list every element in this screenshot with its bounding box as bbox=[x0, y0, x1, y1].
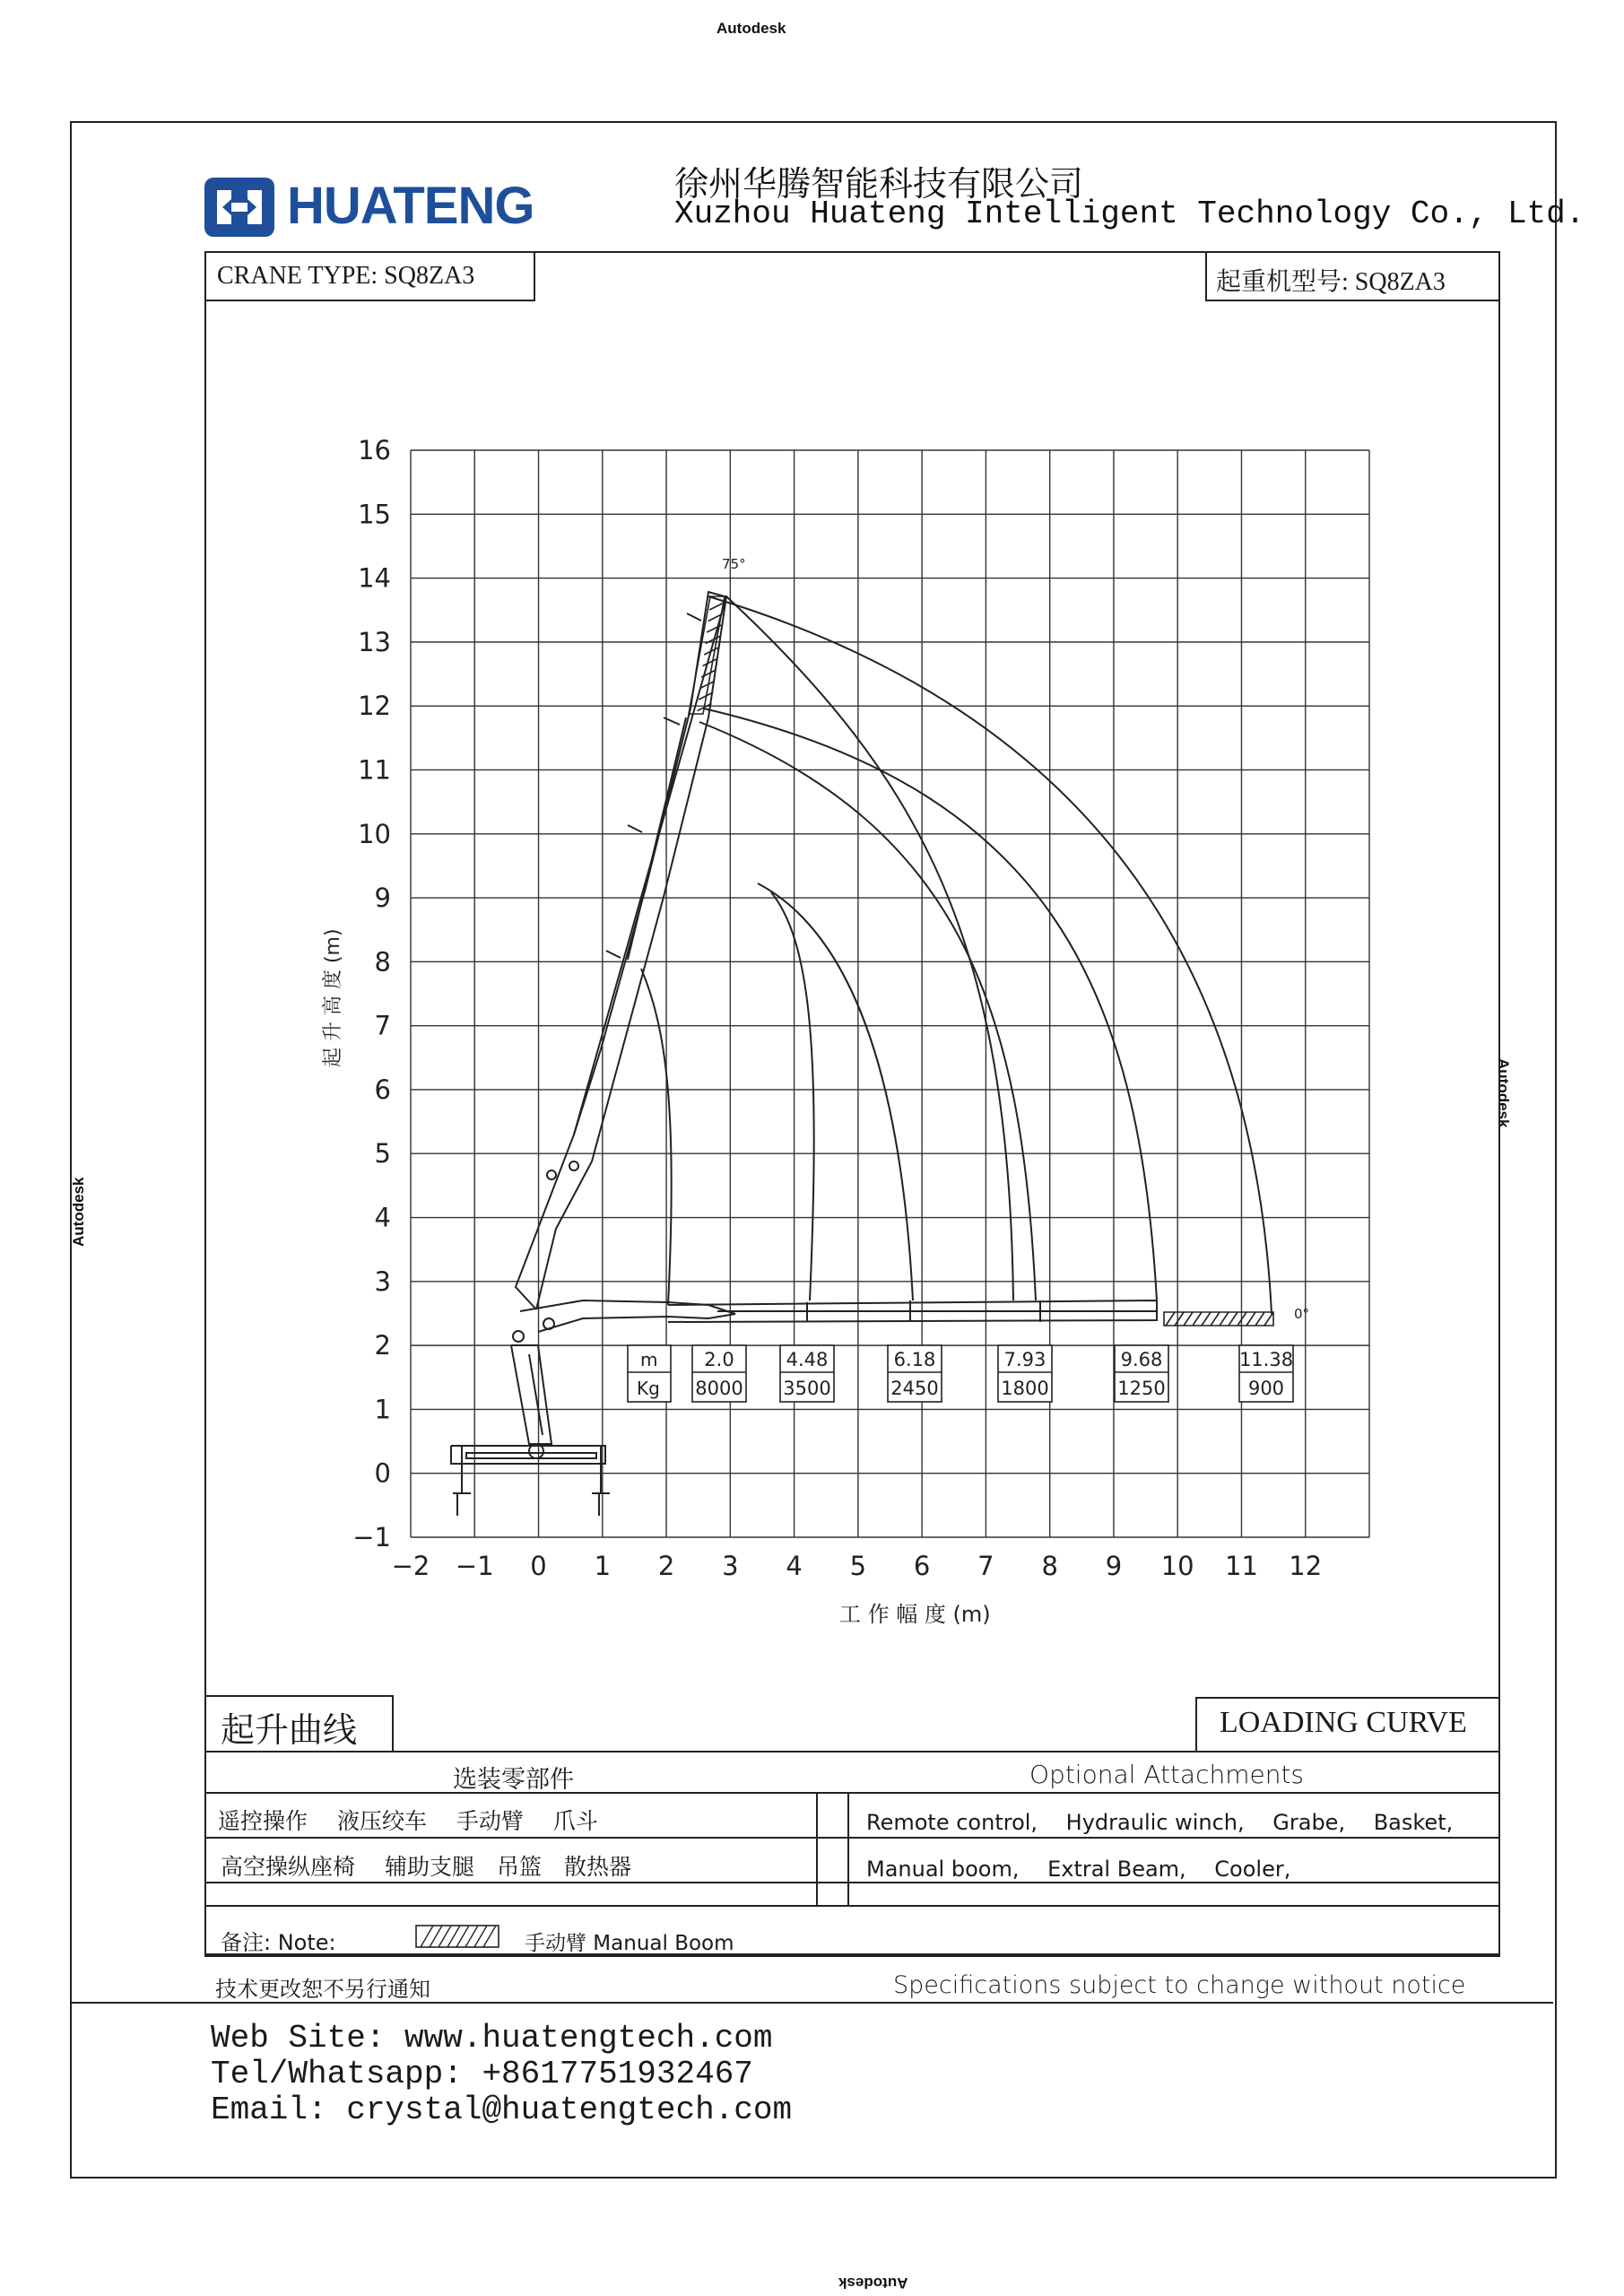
note-legend: 手动臂 Manual Boom bbox=[525, 1932, 734, 1955]
attachments-en-row1: Remote control, Hydraulic winch, Grabe, Basket, bbox=[866, 1810, 1454, 1835]
watermark-bottom: Autodesk bbox=[838, 2274, 908, 2292]
load-point-radius: 2.0 bbox=[704, 1349, 734, 1370]
contact-web: Web Site: www.huatengtech.com bbox=[211, 2020, 773, 2057]
loading-curve-cn: 起升曲线 bbox=[221, 1712, 358, 1750]
watermark-left: Autodesk bbox=[70, 1177, 87, 1247]
contact-email: Email: crystal@huatengtech.com bbox=[211, 2092, 793, 2128]
y-tick-label: 1 bbox=[374, 1394, 391, 1425]
x-tick-label: 0 bbox=[530, 1551, 547, 1581]
y-axis-label: 起 升 高 度 (m) bbox=[322, 928, 344, 1067]
load-point-radius: 6.18 bbox=[893, 1349, 936, 1370]
x-tick-label: 8 bbox=[1041, 1551, 1058, 1581]
crane-type-cn: 起重机型号: SQ8ZA3 bbox=[1216, 268, 1446, 296]
load-point-load: 1250 bbox=[1117, 1378, 1166, 1399]
y-tick-label: −1 bbox=[352, 1522, 391, 1552]
x-tick-label: −2 bbox=[391, 1551, 430, 1581]
load-point-load: 8000 bbox=[695, 1378, 743, 1399]
company-name-en: Xuzhou Huateng Intelligent Technology Co., Ltd. bbox=[674, 196, 1585, 232]
x-tick-label: 6 bbox=[913, 1551, 931, 1581]
x-tick-label: 7 bbox=[977, 1551, 994, 1581]
x-tick-label: 2 bbox=[657, 1551, 675, 1581]
table-header-radius: m bbox=[640, 1349, 658, 1370]
notice-cn: 技术更改恕不另行通知 bbox=[215, 1977, 430, 2002]
y-tick-label: 5 bbox=[374, 1138, 391, 1170]
watermark-top: Autodesk bbox=[716, 20, 786, 37]
table-header-load: Kg bbox=[637, 1378, 660, 1399]
manual-boom-hatch-icon bbox=[415, 1925, 500, 1948]
load-point-radius: 7.93 bbox=[1003, 1349, 1046, 1370]
y-tick-label: 3 bbox=[374, 1265, 391, 1297]
optional-cn: 选装零部件 bbox=[453, 1766, 574, 1794]
attachments-en-row2: Manual boom, Extral Beam, Cooler, bbox=[866, 1857, 1291, 1882]
loading-curve-en: LOADING CURVE bbox=[1220, 1706, 1467, 1739]
x-tick-label: 11 bbox=[1225, 1551, 1258, 1581]
note-label: 备注: Note: bbox=[221, 1930, 336, 1955]
y-tick-label: 11 bbox=[358, 754, 391, 786]
load-point-load: 2450 bbox=[890, 1378, 939, 1399]
x-tick-label: 9 bbox=[1105, 1551, 1123, 1581]
y-tick-label: 16 bbox=[358, 435, 391, 465]
load-point-radius: 11.38 bbox=[1238, 1349, 1294, 1370]
load-point-load: 3500 bbox=[783, 1378, 831, 1399]
x-tick-label: −1 bbox=[455, 1551, 494, 1581]
y-tick-label: 0 bbox=[374, 1457, 391, 1489]
load-point-load: 1800 bbox=[1001, 1378, 1049, 1399]
y-tick-label: 7 bbox=[374, 1010, 391, 1041]
y-tick-label: 6 bbox=[374, 1074, 391, 1105]
optional-en: Optional Attachments bbox=[1029, 1760, 1305, 1789]
y-tick-label: 2 bbox=[374, 1330, 391, 1361]
attachments-cn-row1: 遥控操作 液压绞车 手动臂 爪斗 bbox=[218, 1808, 598, 1834]
watermark-right: Autodesk bbox=[1495, 1058, 1512, 1128]
load-point-radius: 4.48 bbox=[786, 1349, 829, 1370]
x-axis-label: 工 作 幅 度 (m) bbox=[839, 1602, 991, 1627]
crane-type-en: CRANE TYPE: SQ8ZA3 bbox=[217, 262, 475, 290]
x-tick-label: 3 bbox=[722, 1551, 739, 1581]
load-point-radius: 9.68 bbox=[1120, 1349, 1163, 1370]
angle-label-0: 0° bbox=[1294, 1306, 1310, 1322]
y-tick-label: 9 bbox=[374, 883, 391, 914]
y-tick-label: 4 bbox=[374, 1202, 391, 1233]
y-tick-label: 12 bbox=[358, 691, 391, 722]
angle-label-75: 75° bbox=[722, 556, 746, 572]
x-tick-label: 10 bbox=[1160, 1551, 1194, 1581]
y-tick-label: 14 bbox=[358, 562, 391, 594]
notice-en: Specifications subject to change without notice bbox=[893, 1971, 1466, 1999]
y-tick-label: 10 bbox=[358, 818, 391, 849]
load-point-load: 900 bbox=[1247, 1378, 1285, 1399]
attachments-cn-row2: 高空操纵座椅 辅助支腿 吊篮 散热器 bbox=[221, 1854, 631, 1880]
x-tick-label: 1 bbox=[594, 1551, 612, 1581]
x-tick-label: 4 bbox=[786, 1551, 803, 1581]
x-tick-label: 12 bbox=[1289, 1551, 1323, 1581]
logo-text: HUATENG bbox=[287, 177, 534, 235]
company-name-cn: 徐州华腾智能科技有限公司 bbox=[674, 164, 1084, 204]
y-tick-label: 13 bbox=[358, 626, 391, 657]
y-tick-label: 15 bbox=[358, 499, 391, 530]
contact-tel: Tel/Whatsapp: +8617751932467 bbox=[211, 2056, 753, 2092]
x-tick-label: 5 bbox=[849, 1551, 867, 1581]
y-tick-label: 8 bbox=[374, 946, 391, 978]
